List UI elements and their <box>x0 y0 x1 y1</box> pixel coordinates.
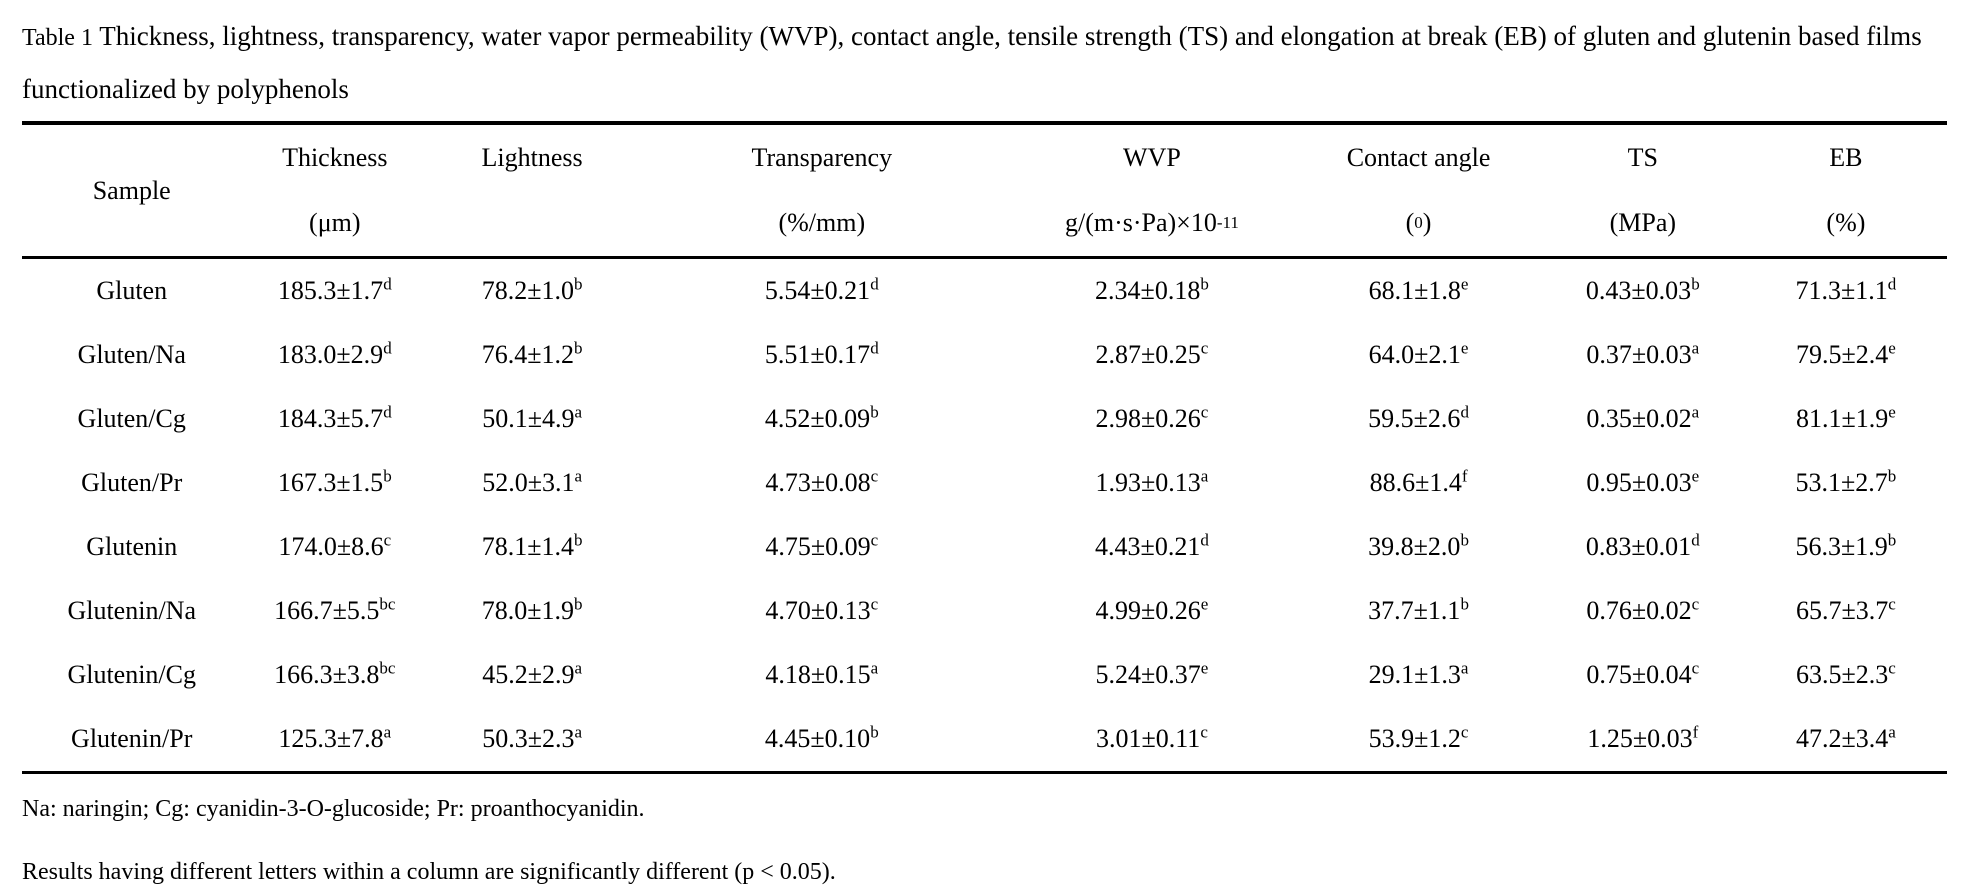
sample-name: Gluten/Na <box>77 340 186 370</box>
cell-thickness: 125.3±7.8$^a$ <box>278 722 392 754</box>
col-unit: (%/mm) <box>778 208 866 238</box>
cell-eb: 63.5±2.3$^c$ <box>1796 658 1896 690</box>
col-unit: (%) <box>1826 208 1866 238</box>
cell-transparency: 4.73±0.08$^c$ <box>765 466 879 498</box>
cell-transparency: 5.54±0.21$^d$ <box>764 274 879 306</box>
cell-ts: 0.75±0.04$^c$ <box>1586 658 1700 690</box>
cell-eb: 81.1±1.9$^e$ <box>1796 402 1896 434</box>
col-unit: (μm) <box>309 208 361 238</box>
table-row <box>22 643 1947 707</box>
cell-transparency: 4.70±0.13$^c$ <box>765 594 879 626</box>
cell-wvp: 3.01±0.11$^c$ <box>1096 722 1208 754</box>
col-name: WVP <box>1123 143 1181 173</box>
col-unit: ( 0 ) <box>1405 208 1432 238</box>
col-name: Lightness <box>481 143 583 173</box>
cell-eb: 47.2±3.4$^a$ <box>1796 722 1896 754</box>
cell-lightness: 50.1±4.9$^a$ <box>482 402 583 434</box>
table-row <box>22 515 1947 579</box>
cell-contact-angle: 53.9±1.2$^c$ <box>1368 722 1469 754</box>
col-unit <box>428 191 636 256</box>
cell-ts: 1.25±0.03$^f$ <box>1587 722 1699 754</box>
header-row <box>22 123 1947 258</box>
cell-wvp: 4.99±0.26$^e$ <box>1095 594 1209 626</box>
cell-lightness: 45.2±2.9$^a$ <box>482 658 583 690</box>
col-header-sample <box>22 123 241 258</box>
cell-wvp: 5.24±0.37$^e$ <box>1095 658 1209 690</box>
cell-ts: 0.43±0.03$^b$ <box>1585 274 1700 306</box>
table-caption <box>22 10 1937 115</box>
col-name: Contact angle <box>1346 143 1491 173</box>
col-name: TS <box>1627 143 1658 173</box>
cell-ts: 0.35±0.02$^a$ <box>1586 402 1700 434</box>
table-caption-label: Table 1 <box>22 25 93 51</box>
cell-wvp: 2.34±0.18$^b$ <box>1095 274 1209 306</box>
cell-thickness: 183.0±2.9$^d$ <box>277 338 392 370</box>
cell-contact-angle: 37.7±1.1$^b$ <box>1368 594 1469 626</box>
cell-contact-angle: 29.1±1.3$^a$ <box>1368 658 1469 690</box>
table-header <box>22 123 1947 258</box>
cell-ts: 0.76±0.02$^c$ <box>1586 594 1700 626</box>
cell-wvp: 2.87±0.25$^c$ <box>1095 338 1209 370</box>
cell-wvp: 4.43±0.21$^d$ <box>1095 530 1209 562</box>
col-name: EB <box>1829 143 1863 173</box>
cell-thickness: 185.3±1.7$^d$ <box>277 274 392 306</box>
footnote-significance: Results having different letters within a column are significantly different (p < 0.05). <box>22 859 836 886</box>
cell-eb: 71.3±1.1$^d$ <box>1795 274 1897 306</box>
table-row <box>22 579 1947 643</box>
cell-thickness: 184.3±5.7$^d$ <box>277 402 392 434</box>
cell-transparency: 4.52±0.09$^b$ <box>764 402 879 434</box>
table-row <box>22 707 1947 773</box>
table-footnotes <box>22 796 1947 886</box>
cell-contact-angle: 59.5±2.6$^d$ <box>1368 402 1469 434</box>
col-header-thickness <box>241 123 428 258</box>
cell-wvp: 1.93±0.13$^a$ <box>1095 466 1209 498</box>
cell-wvp: 2.98±0.26$^c$ <box>1095 402 1209 434</box>
sample-name: Gluten/Pr <box>81 468 183 498</box>
cell-thickness: 166.7±5.5$^{bc}$ <box>274 594 396 626</box>
cell-ts: 0.95±0.03$^e$ <box>1586 466 1700 498</box>
cell-transparency: 4.45±0.10$^b$ <box>764 722 879 754</box>
col-header-wvp <box>1008 123 1297 258</box>
sample-name: Glutenin/Na <box>67 596 196 626</box>
cell-eb: 79.5±2.4$^e$ <box>1796 338 1896 370</box>
cell-thickness: 174.0±8.6$^c$ <box>278 530 392 562</box>
col-header-contact-angle <box>1296 123 1540 258</box>
sample-name: Glutenin/Cg <box>67 660 196 690</box>
col-name: Thickness <box>282 143 388 173</box>
cell-eb: 56.3±1.9$^b$ <box>1795 530 1897 562</box>
cell-ts: 0.83±0.01$^d$ <box>1585 530 1700 562</box>
col-unit: (MPa) <box>1609 208 1677 238</box>
cell-lightness: 78.2±1.0$^b$ <box>481 274 583 306</box>
cell-contact-angle: 88.6±1.4$^f$ <box>1369 466 1468 498</box>
cell-transparency: 5.51±0.17$^d$ <box>764 338 879 370</box>
sample-name: Gluten/Cg <box>77 404 186 434</box>
cell-lightness: 78.0±1.9$^b$ <box>481 594 583 626</box>
sample-name: Glutenin/Pr <box>71 724 193 754</box>
sample-name: Glutenin <box>86 532 178 562</box>
table-caption-text: Thickness, lightness, transparency, water vapor permeability (WVP), contact angle, tensile strength (TS) and elongation at break (EB) of gluten and glutenin based films functionalized by polyphenols <box>22 21 1922 104</box>
cell-ts: 0.37±0.03$^a$ <box>1586 338 1700 370</box>
sample-name: Gluten <box>96 276 168 306</box>
col-unit: g/(m·s·Pa)×10 -11 <box>1064 208 1239 238</box>
cell-lightness: 50.3±2.3$^a$ <box>482 722 583 754</box>
col-name: Transparency <box>751 143 893 173</box>
col-header-lightness <box>428 123 636 258</box>
table-row <box>22 258 1947 324</box>
col-header-ts <box>1541 123 1745 258</box>
col-header-eb <box>1745 123 1947 258</box>
col-header-transparency <box>636 123 1008 258</box>
col-name: Sample <box>92 175 171 205</box>
cell-transparency: 4.75±0.09$^c$ <box>765 530 879 562</box>
cell-contact-angle: 68.1±1.8$^e$ <box>1368 274 1469 306</box>
table-row <box>22 451 1947 515</box>
cell-eb: 65.7±3.7$^c$ <box>1796 594 1896 626</box>
cell-lightness: 78.1±1.4$^b$ <box>481 530 583 562</box>
cell-lightness: 76.4±1.2$^b$ <box>481 338 583 370</box>
table-row <box>22 387 1947 451</box>
footnote-abbreviations: Na: naringin; Cg: cyanidin-3-O-glucoside; Pr: proanthocyanidin. <box>22 796 645 823</box>
table-row <box>22 323 1947 387</box>
cell-transparency: 4.18±0.15$^a$ <box>765 658 879 690</box>
cell-eb: 53.1±2.7$^b$ <box>1795 466 1897 498</box>
results-table <box>22 121 1947 774</box>
table-body <box>22 258 1947 773</box>
cell-thickness: 167.3±1.5$^b$ <box>277 466 392 498</box>
cell-contact-angle: 39.8±2.0$^b$ <box>1368 530 1469 562</box>
cell-contact-angle: 64.0±2.1$^e$ <box>1368 338 1469 370</box>
cell-lightness: 52.0±3.1$^a$ <box>482 466 583 498</box>
cell-thickness: 166.3±3.8$^{bc}$ <box>274 658 396 690</box>
